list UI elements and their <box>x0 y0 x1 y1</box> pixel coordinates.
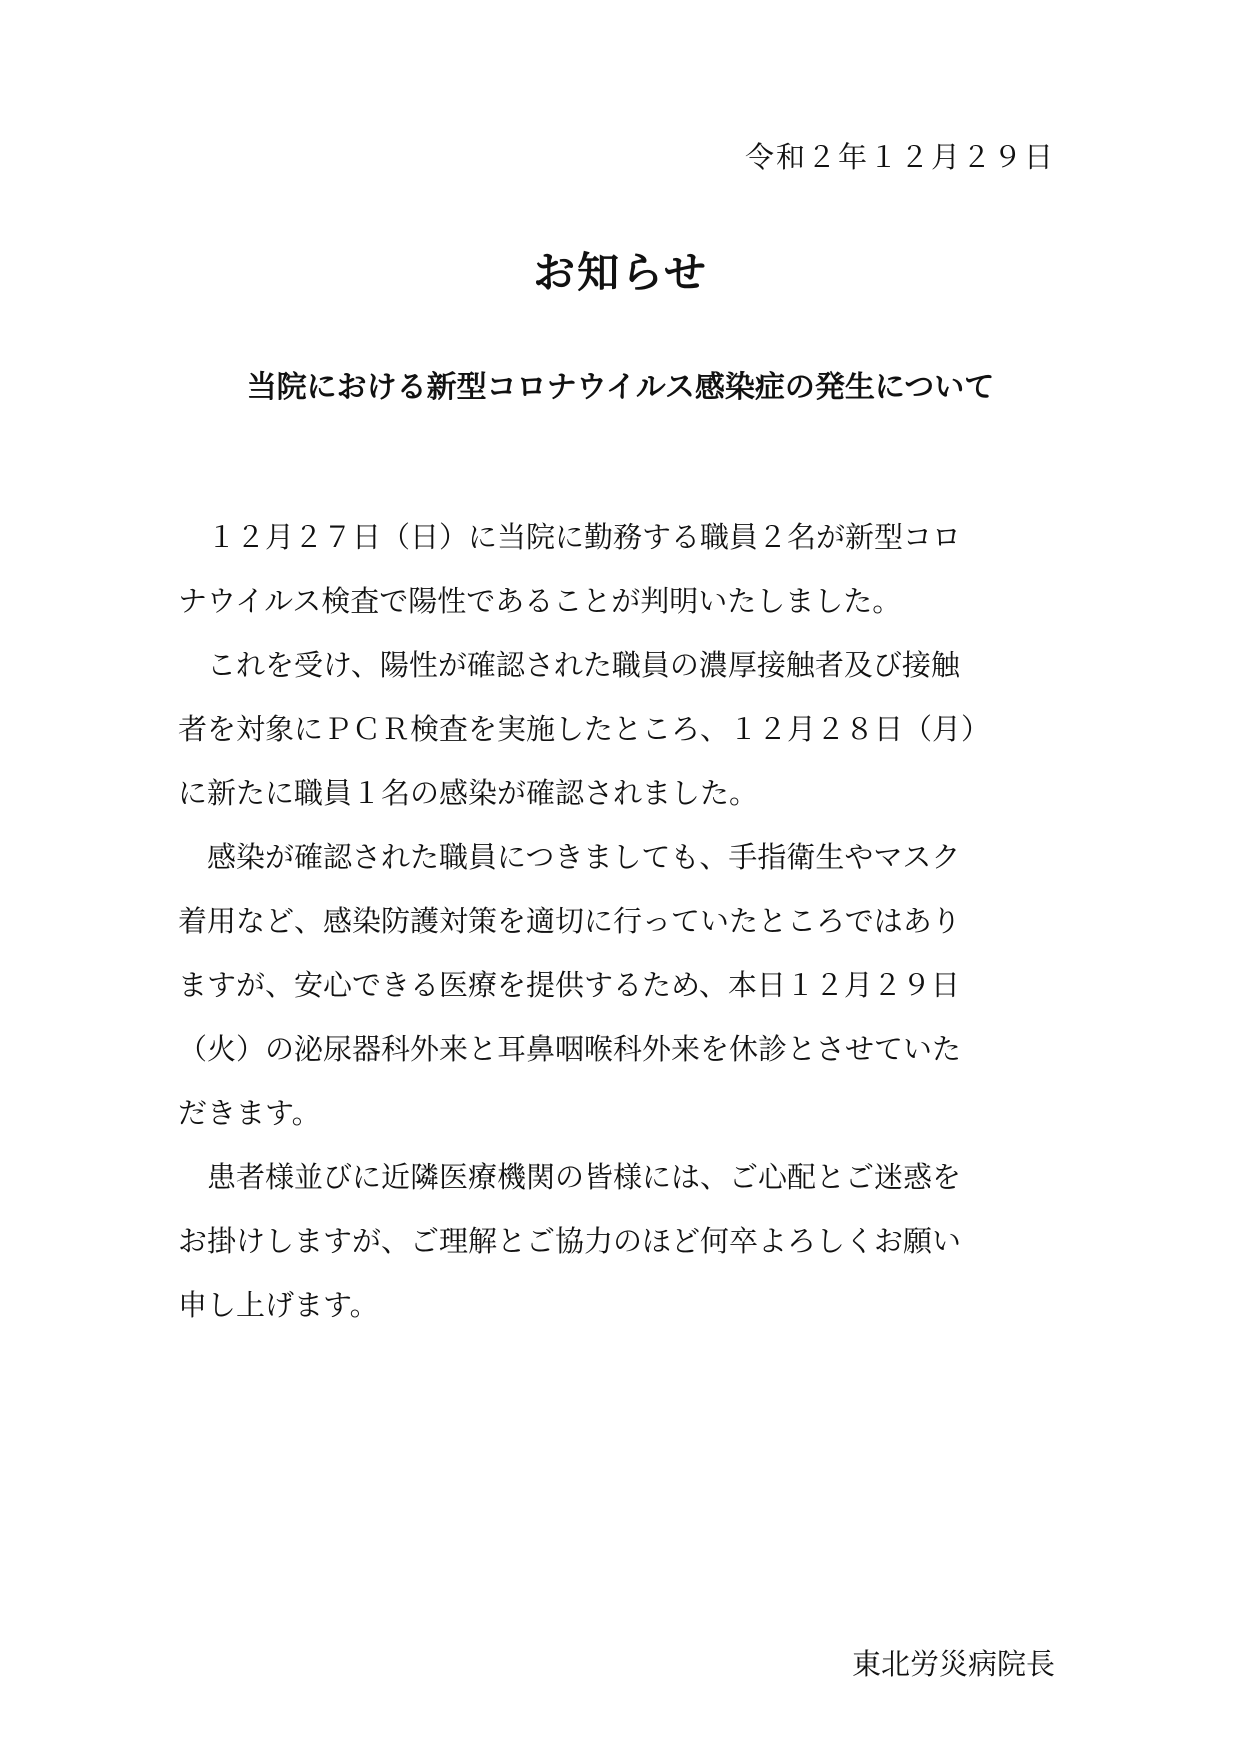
body-line: だきます。 <box>178 1096 321 1130</box>
body-line: （火）の泌尿器科外来と耳鼻咽喉科外来を休診とさせていた <box>178 1032 962 1066</box>
body-line: 感染が確認された職員につきましても、手指衛生やマスク <box>178 840 961 874</box>
body-line: に新たに職員１名の感染が確認されました。 <box>178 776 759 810</box>
body-line: 者を対象にＰＣＲ検査を実施したところ、１２月２８日（月） <box>178 712 991 746</box>
document-body <box>178 505 1058 1337</box>
body-line: 申し上げます。 <box>178 1288 379 1322</box>
body-line: お掛けしますが、ご理解とご協力のほど何卒よろしくお願い <box>178 1224 962 1258</box>
document-title: お知らせ <box>533 248 708 297</box>
body-line: ナウイルス検査で陽性であることが判明いたしました。 <box>178 584 902 618</box>
document-subtitle: 当院における新型コロナウイルス感染症の発生について <box>246 370 995 405</box>
document-date: 令和２年１２月２９日 <box>744 140 1055 174</box>
body-line: ますが、安心できる医療を提供するため、本日１２月２９日 <box>178 968 960 1002</box>
body-line: 患者様並びに近隣医療機関の皆様には、ご心配とご迷惑を <box>178 1160 962 1194</box>
body-line: １２月２７日（日）に当院に勤務する職員２名が新型コロ <box>178 520 962 554</box>
body-line: これを受け、陽性が確認された職員の濃厚接触者及び接触 <box>178 648 960 682</box>
signature: 東北労災病院長 <box>851 1647 1055 1681</box>
body-line: 着用など、感染防護対策を適切に行っていたところではあり <box>178 904 961 938</box>
